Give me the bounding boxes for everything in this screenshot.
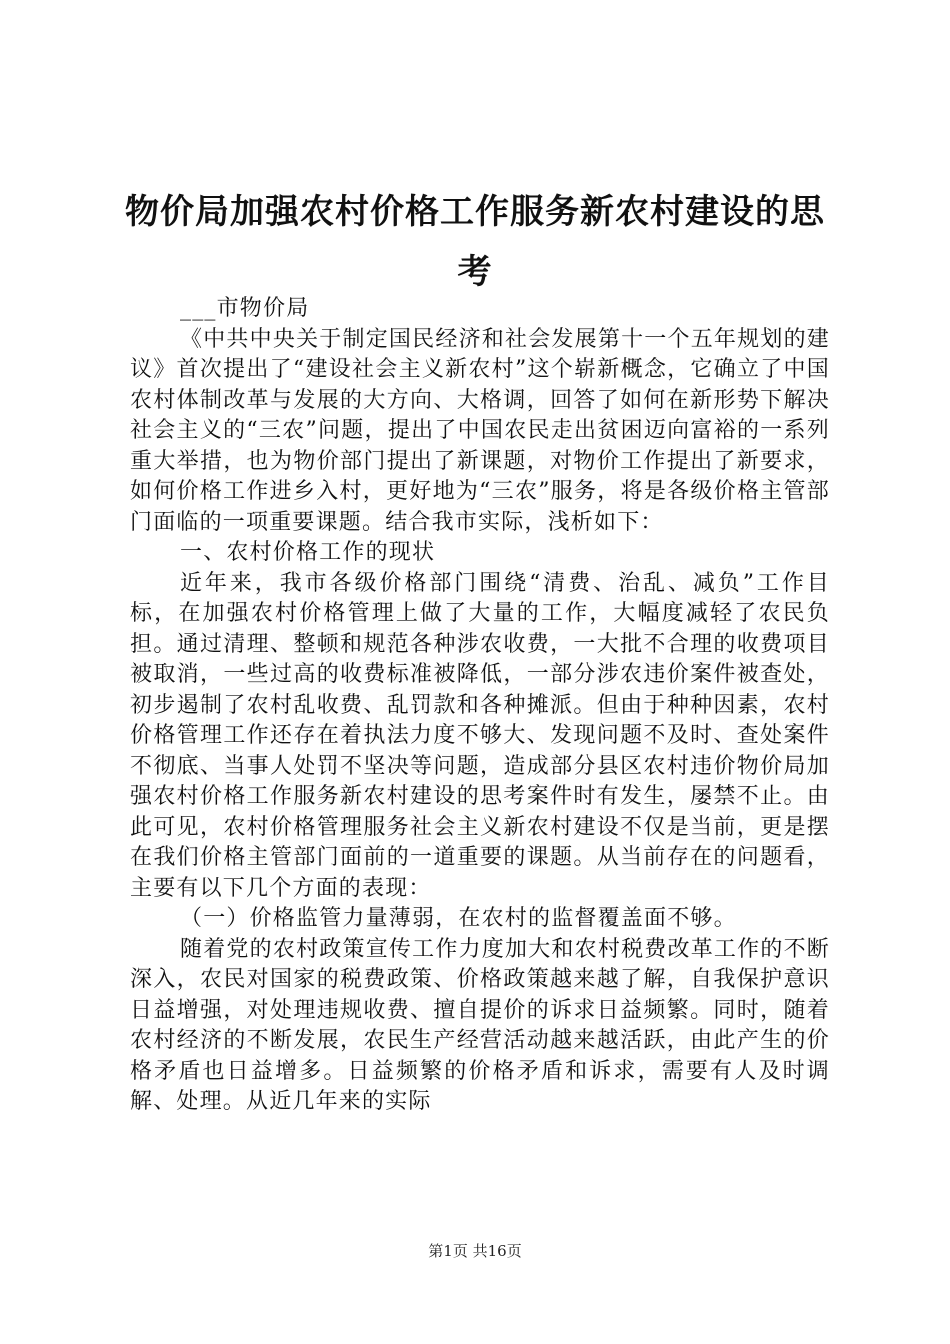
section-heading: 一、农村价格工作的现状: [180, 540, 436, 565]
subsection-heading: （一）价格监管力量薄弱，在农村的监督覆盖面不够。: [180, 906, 737, 931]
document-body: [130, 294, 830, 1118]
paragraph: 近年来，我市各级价格部门围绕“清费、治乱、减负”工作目标，在加强农村价格管理上做了大量的工作，大幅度减轻了农民负担。通过清理、整顿和规范各种涉农收费，一大批不合理的收费项目被取消，一些过高的收费标准被降低，一部分涉农违价案件被查处，初步遏制了农村乱收费、乱罚款和各种摊派。但由于种种因素，农村价格管理工作还存在着执法力度不够大、发现问题不及时、查处案件不彻底、当事人处罚不坚决等问题，造成部分县区农村违价物价局加强农村价格工作服务新农村建设的思考案件时有发生，屡禁不止。由此可见，农村价格管理服务社会主义新农村建设不仅是当前，更是摆在我们价格主管部门面前的一道重要的课题。从当前存在的问题看，主要有以下几个方面的表现：: [130, 570, 830, 901]
byline: ___市物价局: [180, 296, 310, 321]
paragraph: 随着党的农村政策宣传工作力度加大和农村税费改革工作的不断深入，农民对国家的税费政策、价格政策越来越了解，自我保护意识日益增强，对处理违规收费、擅自提价的诉求日益频繁。同时，随着农村经济的不断发展，农民生产经营活动越来越活跃，由此产生的价格矛盾也日益增多。日益频繁的价格矛盾和诉求，需要有人及时调解、处理。从近几年来的实际: [130, 936, 830, 1114]
paragraph: 《中共中央关于制定国民经济和社会发展第十一个五年规划的建议》首次提出了“建设社会主义新农村”这个崭新概念，它确立了中国农村体制改革与发展的大方向、大格调，回答了如何在新形势下解决社会主义的“三农”问题，提出了中国农民走出贫困迈向富裕的一系列重大举措，也为物价部门提出了新课题，对物价工作提出了新要求，如何价格工作进乡入村，更好地为“三农”服务，将是各级价格主管部门面临的一项重要课题。结合我市实际，浅析如下：: [130, 326, 830, 535]
page-footer: 第1页 共16页: [428, 1242, 522, 1260]
document-title: 物价局加强农村价格工作服务新农村建设的思考: [125, 192, 825, 292]
